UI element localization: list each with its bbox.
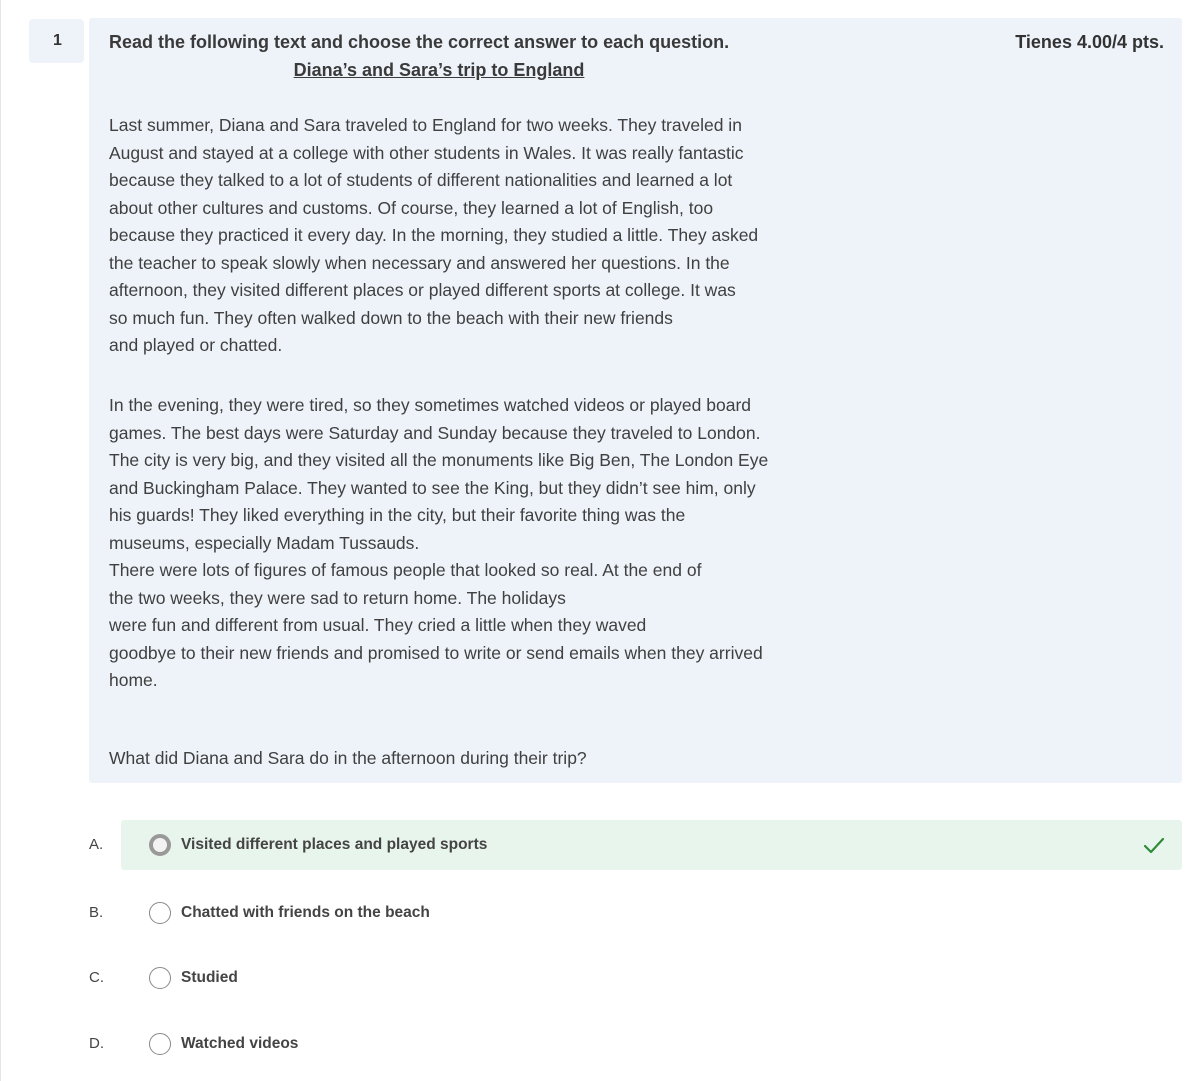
passage-line: afternoon, they visited different places or played different sports at college. It was: [109, 280, 736, 300]
passage-line: games. The best days were Saturday and Sunday because they traveled to London.: [109, 422, 761, 443]
option-label-b[interactable]: Chatted with friends on the beach: [181, 904, 430, 921]
checkmark-icon: [1142, 835, 1166, 855]
radio-button-d[interactable]: [149, 1033, 171, 1055]
passage-line: so much fun. They often walked down to the beach with their new friends: [109, 307, 673, 328]
radio-button-a[interactable]: [149, 834, 171, 856]
answer-option-a: [1, 820, 1200, 870]
radio-button-c[interactable]: [149, 967, 171, 989]
passage-line: home.: [109, 670, 158, 690]
answer-option-b: [1, 888, 1200, 938]
passage-line: about other cultures and customs. Of course, they learned a lot of English, too: [109, 197, 714, 218]
passage-line: goodbye to their new friends and promised to write or send emails when they arrived: [109, 642, 763, 663]
passage-line: the two weeks, they were sad to return home. The holidays: [109, 587, 566, 608]
passage-line: his guards! They liked everything in the city, but their favorite thing was the: [109, 505, 686, 525]
answer-option-d: [1, 1019, 1200, 1069]
passage-line: were fun and different from usual. They cried a little when they waved: [109, 615, 647, 635]
option-letter: D.: [89, 1035, 104, 1052]
option-letter: B.: [89, 904, 104, 921]
passage-line: and played or chatted.: [109, 335, 283, 355]
passage-line: museums, especially Madam Tussauds.: [109, 532, 420, 553]
option-label-d[interactable]: Watched videos: [181, 1035, 299, 1052]
option-row-d[interactable]: [121, 1019, 1182, 1069]
passage-line: and Buckingham Palace. They wanted to see the King, but they didn’t see him, only: [109, 477, 756, 498]
question-box: [89, 18, 1182, 783]
answer-option-c: [1, 953, 1200, 1003]
passage-paragraph-1: [109, 112, 809, 360]
passage-line: The city is very big, and they visited all the monuments like Big Ben, The London Eye: [109, 450, 769, 470]
passage-paragraph-2: [109, 392, 809, 695]
option-row-c[interactable]: [121, 953, 1182, 1003]
question-instruction: Read the following text and choose the correct answer to each question.: [109, 32, 730, 52]
question-number: 1: [29, 19, 84, 63]
question-prompt: What did Diana and Sara do in the afternoon during their trip?: [109, 748, 587, 768]
passage-line: There were lots of figures of famous people that looked so real. At the end of: [109, 560, 702, 580]
passage-line: August and stayed at a college with other students in Wales. It was really fantastic: [109, 142, 744, 163]
story-title: Diana’s and Sara’s trip to England: [293, 60, 585, 80]
option-row-a[interactable]: [121, 820, 1182, 870]
option-label-a[interactable]: Visited different places and played sports: [181, 836, 488, 853]
radio-button-b[interactable]: [149, 902, 171, 924]
passage-line: In the evening, they were tired, so they sometimes watched videos or played board: [109, 395, 752, 415]
option-label-c[interactable]: Studied: [181, 969, 238, 986]
question-score: Tienes 4.00/4 pts.: [1015, 32, 1164, 52]
option-letter: C.: [89, 969, 104, 986]
passage-line: because they practiced it every day. In the morning, they studied a little. They asked: [109, 225, 759, 245]
passage-line: because they talked to a lot of students of different nationalities and learned a lot: [109, 170, 733, 190]
option-letter: A.: [89, 836, 104, 853]
passage-line: Last summer, Diana and Sara traveled to England for two weeks. They traveled in: [109, 115, 742, 135]
option-row-b[interactable]: [121, 888, 1182, 938]
passage-line: the teacher to speak slowly when necessary and answered her questions. In the: [109, 252, 730, 273]
